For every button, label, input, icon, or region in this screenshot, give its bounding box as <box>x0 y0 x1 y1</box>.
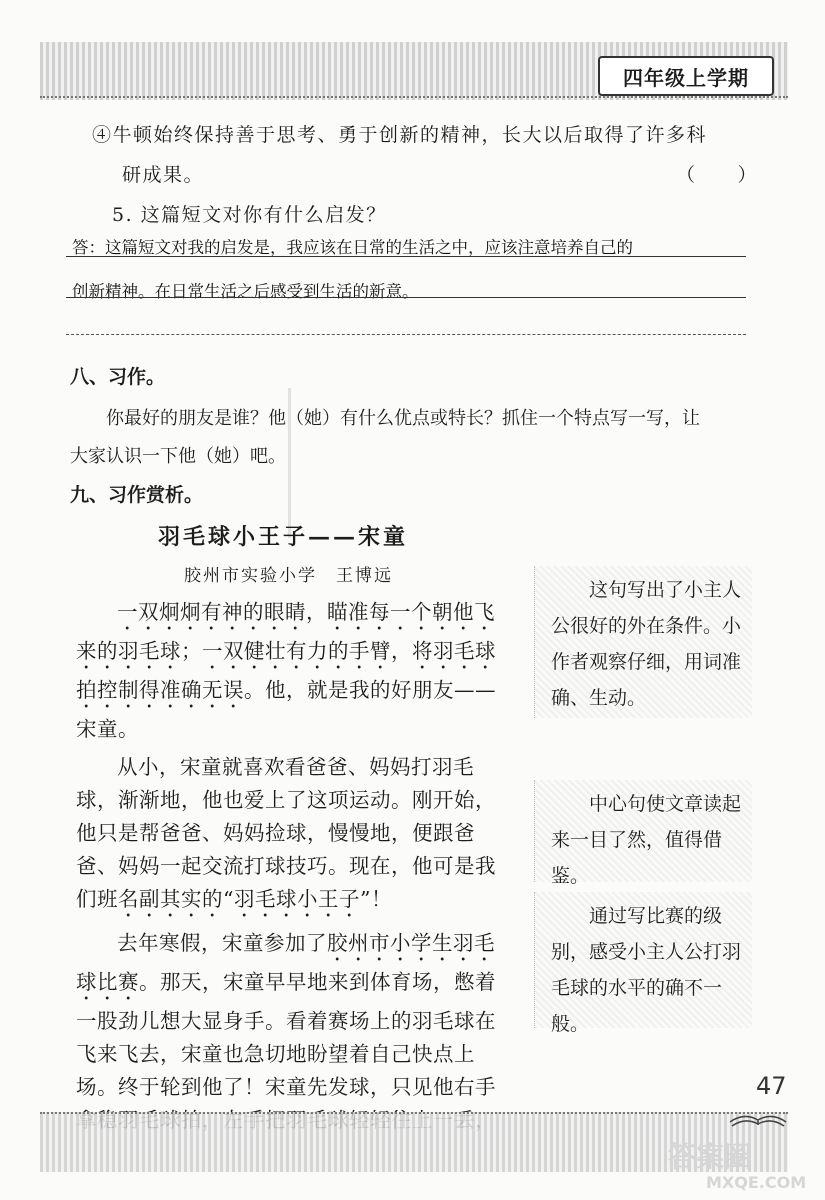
answer-rule-3 <box>66 334 746 335</box>
essay-paragraph-1 <box>76 596 508 746</box>
essay-title: 羽毛球小王子——宋童 <box>158 524 409 550</box>
essay-paragraph-2 <box>76 751 508 922</box>
emphasized-phrase: 一双炯炯有神的眼睛，瞄准每一个朝他飞来的羽毛球； <box>76 600 495 663</box>
essay-text: ！ <box>370 887 392 911</box>
header-divider <box>40 96 788 98</box>
emphasized-phrase: 胶州市小学生羽毛球比赛 <box>76 931 495 994</box>
answer-parentheses[interactable]: （ ） <box>676 164 759 186</box>
section-8-prompt-line2: 大家认识一下他（她）吧。 <box>70 446 286 467</box>
emphasized-phrase: 名副其实的“羽毛球小王子” <box>118 887 371 911</box>
margin-note-text: 通过写比赛的级别，感受小主人公打羽毛球的水平的确不一般。 <box>551 905 742 1035</box>
watermark-logo <box>666 1136 816 1192</box>
answer-rule-2 <box>66 297 746 298</box>
emphasized-phrase: 一双健壮有力的手臂，将羽毛球拍控制得准确无误 <box>76 639 496 702</box>
answer-line-1: 答：这篇短文对我的启发是，我应该在日常的生活之中，应该注意培养自己的 <box>72 238 633 257</box>
essay-body <box>76 596 508 1142</box>
section-9-heading: 九、习作赏析。 <box>70 484 204 506</box>
margin-note-text: 中心句使文章读起来一目了然，值得借鉴。 <box>551 793 742 887</box>
svg-text:答案圈: 答案圈 <box>668 1140 753 1173</box>
margin-note-2 <box>534 780 752 887</box>
question-5: 5. 这篇短文对你有什么启发？ <box>112 204 387 226</box>
page-number: 47 <box>756 1072 787 1100</box>
essay-text: 从小，宋童就喜欢看爸爸、妈妈打羽毛球，渐渐地，他也爱上了这项运动。刚开始，他只是帮爸爸、妈妈捡球，慢慢地，便跟爸爸、妈妈一起交流打球技巧。现在，他可是我们班 <box>76 755 496 911</box>
margin-note-1 <box>534 566 752 718</box>
svg-text:MXQE.COM: MXQE.COM <box>706 1173 807 1192</box>
essay-text: 。那天，宋童早早地来到体育场，憋着一股劲儿想大显身手。看着赛场上的羽毛球在飞来飞去，宋童也急切地盼望着自己快点上场。终于轮到他了！宋童先发球，只见他右手 <box>76 970 496 1099</box>
answer-rule-1 <box>66 256 746 257</box>
section-8-heading: 八、习作。 <box>70 366 166 388</box>
margin-note-text: 这句写出了小主人公很好的外在条件。小作者观察仔细，用词准确、生动。 <box>551 579 742 709</box>
question-item-4-line2: 研成果。 <box>122 164 205 186</box>
answer-line-2: 创新精神。在日常生活之后感受到生活的新意。 <box>72 282 419 301</box>
essay-text: 。他，就是我的好朋友——宋童。 <box>76 678 496 741</box>
footer-divider <box>40 1112 788 1114</box>
question-item-4-line1: ④牛顿始终保持善于思考、勇于创新的精神，长大以后取得了许多科 <box>92 124 708 146</box>
margin-note-3 <box>534 892 752 1035</box>
grade-badge: 四年级上学期 <box>598 56 774 96</box>
essay-author: 胶州市实验小学 王博远 <box>184 566 393 586</box>
open-book-icon <box>728 1098 788 1128</box>
essay-text: 去年寒假，宋童参加了 <box>117 931 327 955</box>
essay-paragraph-3 <box>76 927 508 1137</box>
section-8-prompt-line1: 你最好的朋友是谁？他（她）有什么优点或特长？抓住一个特点写一写，让 <box>106 408 700 429</box>
